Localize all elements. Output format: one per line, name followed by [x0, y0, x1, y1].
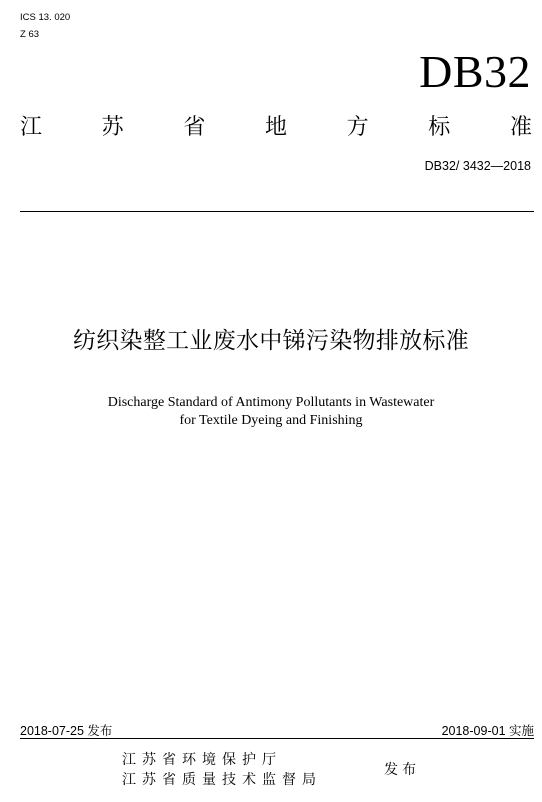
standard-type-char: 省	[183, 115, 206, 140]
standard-type-char: 江	[20, 115, 43, 140]
standard-type-char: 方	[346, 115, 369, 140]
issuer-quality-bureau: 江苏省质量技术监督局	[122, 772, 322, 788]
bottom-divider	[20, 738, 534, 739]
standard-type-char: 地	[264, 115, 287, 140]
issuing-authorities	[122, 750, 322, 790]
top-divider	[20, 211, 534, 212]
publish-label: 发布	[384, 762, 420, 778]
title-english-line2: for Textile Dyeing and Finishing	[179, 413, 363, 428]
issue-date: 2018-07-25 发布	[20, 724, 113, 738]
standard-type-char: 苏	[101, 115, 124, 140]
standard-number: DB32/ 3432—2018	[424, 159, 531, 173]
standard-type	[20, 114, 532, 142]
title-chinese: 纺织染整工业废水中锑污染物排放标准	[72, 328, 470, 354]
standard-type-char: 准	[509, 115, 532, 140]
ics-code: ICS 13. 020	[20, 12, 71, 23]
title-english-line1: Discharge Standard of Antimony Pollutants in Wastewater	[107, 395, 435, 410]
implement-date: 2018-09-01 实施	[441, 724, 534, 738]
standard-type-char: 标	[428, 115, 451, 140]
issuer-environment-dept: 江苏省环境保护厅	[122, 752, 282, 768]
ccs-code: Z 63	[20, 29, 40, 40]
standard-logo: DB32	[419, 46, 531, 97]
title-english	[0, 394, 542, 430]
